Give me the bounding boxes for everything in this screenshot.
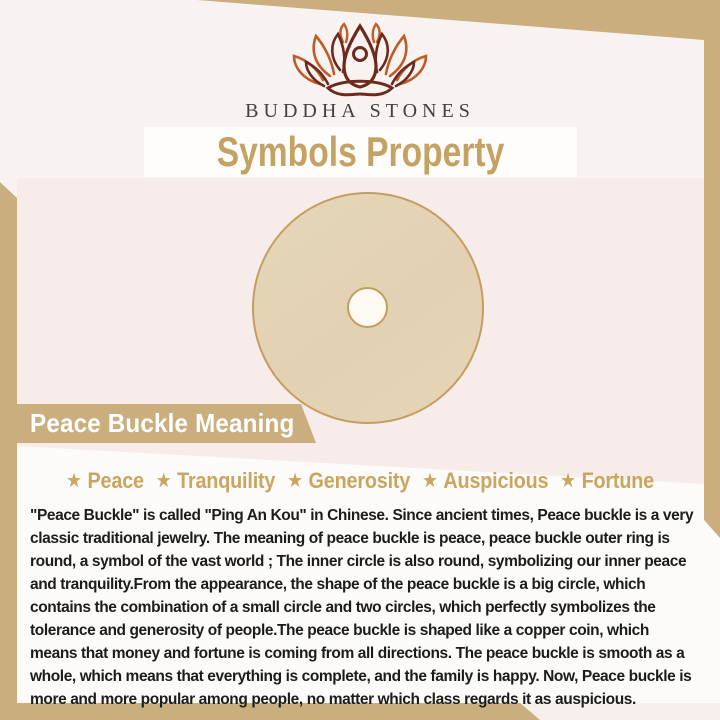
ring-hole — [347, 287, 388, 328]
keywords-row — [36, 464, 684, 498]
meaning-ribbon-label: Peace Buckle Meaning — [30, 408, 295, 438]
star-icon: ★ — [560, 470, 577, 492]
star-icon: ★ — [286, 470, 304, 492]
page-title: Symbols Property — [216, 128, 505, 175]
star-icon: ★ — [65, 470, 83, 492]
keyword-label: Fortune — [581, 468, 655, 493]
keyword-label: Auspicious — [443, 468, 549, 493]
meaning-paragraph: "Peace Buckle" is called "Ping An Kou" in Chinese. Since ancient times, Peace buckle is a very classic traditional jewelry. The meaning of peace buckle is peace, peace buckle outer ring is round, a symbol of the vast world ; The inner circle is also round, symbolizing our inner peace and tranquility.From the appearance, the shape of the peace buckle is a big circle, which contains the combination of a small circle and two circles, which perfectly symbolizes the tolerance and generosity of people.The peace buckle is shaped like a copper coin, which means that money and fortune is coming from all directions. The peace buckle is smooth as a whole, which means that everything is complete, and the family is happy. Now, Peace buckle is more and more popular among people, no matter which class regards it as auspicious. — [30, 507, 694, 708]
keyword-item — [156, 468, 276, 494]
keyword-label: Peace — [87, 468, 144, 493]
keyword-item — [422, 468, 548, 494]
star-icon: ★ — [155, 470, 172, 492]
peace-buckle-ring-image — [252, 192, 484, 424]
keyword-label: Tranquility — [177, 468, 276, 493]
star-icon: ★ — [421, 470, 439, 492]
brand-name: BUDDHA STONES — [245, 100, 475, 122]
keyword-item — [66, 468, 144, 494]
keyword-item — [560, 468, 654, 494]
lotus-logo-icon — [290, 22, 430, 100]
lotus-meditation-icon — [290, 22, 430, 100]
title-band — [144, 127, 577, 177]
keyword-item — [287, 468, 410, 494]
keyword-label: Generosity — [308, 468, 411, 493]
